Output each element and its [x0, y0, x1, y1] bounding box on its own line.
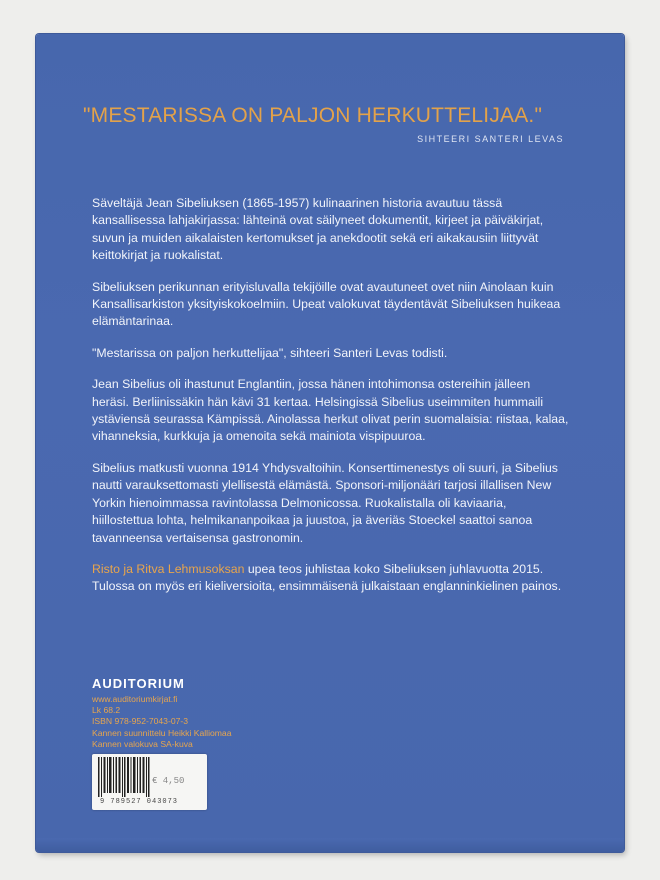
blurb-paragraph: Sibeliuksen perikunnan erityisluvalla tekijöille ovat avautuneet ovet niin Ainolaan kuin Kansallisarkiston yksityiskokoelmiin. Upeat valokuvat täydentävät Sibeliuksen huikeaa elämäntarinaa. [92, 279, 561, 329]
blurb-paragraph: "Mestarissa on paljon herkuttelijaa", sihteeri Santeri Levas todisti. [92, 345, 448, 360]
blurb [92, 195, 570, 610]
blurb-paragraph: Jean Sibelius oli ihastunut Englantiin, jossa hänen intohimonsa ostereihin jälleen heräsi. Berliinissäkin hän kävi 31 kertaa. Helsingissä Sibelius useimmiten hummaili ystäviensä seurassa Kämpissä. Ainolassa herkut olivat perin suomalaisia: riistaa, kalaa, vihanneksia, kurkkuja ja omenoita sekä mainiota vispipuuroa. [92, 377, 569, 444]
publication-info [92, 694, 232, 750]
barcode-sticker [92, 754, 207, 810]
blurb-paragraph: Säveltäjä Jean Sibeliuksen (1865-1957) kulinaarinen historia avautuu tässä kansallisessa lahjakirjassa: lähteinä ovat säilyneet dokumentit, kirjeet ja päiväkirjat, suvun ja muiden aikalaisten kertomukset ja anekdootit sekä eri aikakausiin liittyvät keittokirjat ja ruokalistat. [92, 196, 544, 263]
cover-photo-credit: Kannen valokuva SA-kuva [92, 738, 193, 749]
closing-paragraph [92, 561, 570, 596]
author-names: Risto ja Ritva Lehmusoksan [92, 561, 245, 576]
barcode-number: 9 789527 043073 [100, 798, 179, 806]
cover-quote: "MESTARISSA ON PALJON HERKUTTELIJAA." [83, 104, 543, 127]
blurb-paragraph: Sibelius matkusti vuonna 1914 Yhdysvaltoihin. Konserttimenestys oli suuri, ja Sibelius nautti varauksettomasti ylellisestä elämästä. Sponsori-miljonääri tarjosi illallisen New Yorkin hienoimmassa ravintolassa Delmonicossa. Ruokalistalla oli kaviaaria, hiillostettua lohta, helmikananpoikaa ja juustoa, ja äveriäs Stoeckel saattoi sanoa tavanneensa vertaisensa gastronomin. [92, 460, 558, 545]
quote-attribution: SIHTEERI SANTERI LEVAS [417, 134, 564, 144]
cover-design-credit: Kannen suunnittelu Heikki Kalliomaa [92, 727, 232, 738]
isbn: ISBN 978-952-7043-07-3 [92, 716, 189, 727]
publisher-logo: AUDITORIUM [92, 676, 185, 691]
publisher-website: www.auditoriumkirjat.fi [92, 694, 178, 704]
price-label: € 4,50 [152, 776, 185, 786]
library-class: Lk 68.2 [92, 705, 121, 716]
closing-text: upea teos juhlistaa koko Sibeliuksen juhlavuotta 2015. Tulossa on myös eri kieliversioita, ensimmäisenä julkaistaan englanninkielinen painos. [92, 561, 562, 594]
barcode-icon [98, 757, 150, 797]
